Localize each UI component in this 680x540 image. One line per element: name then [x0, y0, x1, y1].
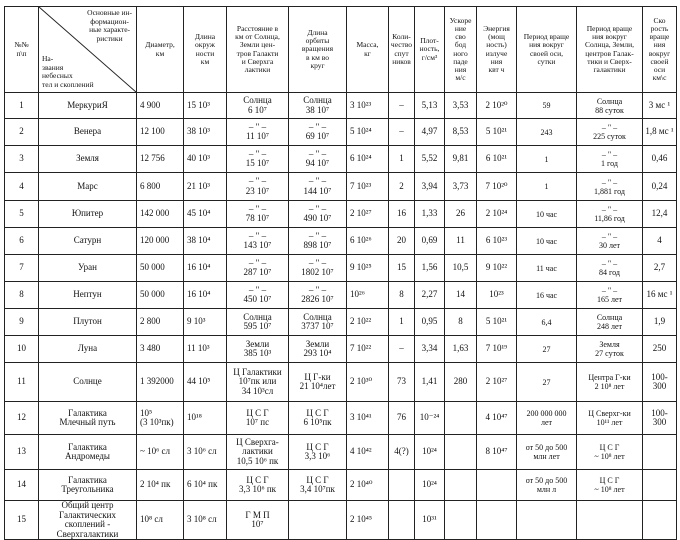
- cell-num: 13: [5, 435, 39, 470]
- cell-distance: – " – 143 10⁷: [227, 228, 289, 255]
- cell-rotation: 11 час: [517, 255, 577, 282]
- cell-satellites: 1: [389, 146, 415, 173]
- cell-orbit: – " – 2826 10⁷: [289, 282, 347, 309]
- cell-gravity: [445, 435, 477, 470]
- cell-density: 2,27: [415, 282, 445, 309]
- cell-name: Луна: [39, 336, 137, 363]
- cell-num: 3: [5, 146, 39, 173]
- cell-energy: 4 10⁴⁷: [477, 402, 517, 435]
- cell-name: Общий центр Галактических скоплений - Сверхгалактики: [39, 501, 137, 540]
- cell-speed: 0,46: [643, 146, 677, 173]
- cell-gravity: 280: [445, 363, 477, 402]
- cell-gravity: 11: [445, 228, 477, 255]
- cell-gravity: 8,53: [445, 119, 477, 146]
- cell-density: 3,94: [415, 173, 445, 201]
- cell-name: Плутон: [39, 309, 137, 336]
- cell-distance: – " – 450 10⁷: [227, 282, 289, 309]
- cell-gravity: 9,81: [445, 146, 477, 173]
- header-orbit: Длина орбиты вращения в км во круг: [289, 7, 347, 93]
- cell-gravity: 14: [445, 282, 477, 309]
- cell-num: 9: [5, 309, 39, 336]
- cell-energy: 2 10²⁴: [477, 201, 517, 228]
- cell-revolution: Солнца 248 лет: [577, 309, 643, 336]
- cell-name: Галактика Млечный путь: [39, 402, 137, 435]
- cell-circumference: 45 10⁴: [184, 201, 227, 228]
- cell-circumference: 11 10³: [184, 336, 227, 363]
- cell-speed: 1,8 мс ¹: [643, 119, 677, 146]
- header-num: №№ п\п: [5, 7, 39, 93]
- cell-num: 4: [5, 173, 39, 201]
- cell-gravity: [445, 402, 477, 435]
- cell-diameter: 50 000: [137, 255, 184, 282]
- header-row: [5, 7, 677, 93]
- cell-energy: 2 10²⁷: [477, 363, 517, 402]
- cell-circumference: 21 10³: [184, 173, 227, 201]
- cell-orbit: Ц С Г 6 10⁵пк: [289, 402, 347, 435]
- cell-circumference: 9 10³: [184, 309, 227, 336]
- header-circumference: Длина окруж ности км: [184, 7, 227, 93]
- cell-orbit: – " – 144 10⁷: [289, 173, 347, 201]
- header-diameter: Диаметр, км: [137, 7, 184, 93]
- cell-diameter: 142 000: [137, 201, 184, 228]
- cell-gravity: 1,63: [445, 336, 477, 363]
- cell-satellites: –: [389, 119, 415, 146]
- cell-density: 0,95: [415, 309, 445, 336]
- cell-circumference: 3 10⁸ сл: [184, 501, 227, 540]
- table-row: [5, 470, 677, 501]
- cell-distance: Солнца 595 10⁷: [227, 309, 289, 336]
- cell-speed: 12,4: [643, 201, 677, 228]
- cell-revolution: Земля 27 суток: [577, 336, 643, 363]
- header-body-names: На- звания небесных тел и скоплений: [42, 54, 94, 89]
- cell-speed: 4: [643, 228, 677, 255]
- cell-rotation: 27: [517, 363, 577, 402]
- cell-energy: 8 10⁴⁷: [477, 435, 517, 470]
- cell-energy: 6 10²¹: [477, 146, 517, 173]
- cell-revolution: – " – 30 лет: [577, 228, 643, 255]
- cell-speed: 1,9: [643, 309, 677, 336]
- cell-orbit: Ц С Г 3,4 10⁷пк: [289, 470, 347, 501]
- cell-density: 1,33: [415, 201, 445, 228]
- table-row: [5, 336, 677, 363]
- cell-mass: 5 10²⁴: [347, 119, 389, 146]
- cell-diameter: 4 900: [137, 93, 184, 119]
- cell-gravity: 10,5: [445, 255, 477, 282]
- cell-rotation: 1: [517, 146, 577, 173]
- cell-density: 3,34: [415, 336, 445, 363]
- cell-rotation: от 50 до 500 млн лет: [517, 435, 577, 470]
- celestial-bodies-table: [4, 6, 677, 540]
- cell-distance: Ц С Г 10⁷ пс: [227, 402, 289, 435]
- cell-num: 2: [5, 119, 39, 146]
- cell-distance: Солнца 6 10⁷: [227, 93, 289, 119]
- cell-energy: 7 10¹⁹: [477, 336, 517, 363]
- cell-name: Марс: [39, 173, 137, 201]
- cell-speed: 16 мс ¹: [643, 282, 677, 309]
- cell-energy: 7 10²⁰: [477, 173, 517, 201]
- cell-density: 10²⁴: [415, 470, 445, 501]
- cell-energy: 5 10²¹: [477, 309, 517, 336]
- cell-circumference: 40 10³: [184, 146, 227, 173]
- cell-rotation: 16 час: [517, 282, 577, 309]
- cell-distance: – " – 78 10⁷: [227, 201, 289, 228]
- cell-rotation: 59: [517, 93, 577, 119]
- cell-circumference: 38 10³: [184, 119, 227, 146]
- cell-density: 10⁻²⁴: [415, 402, 445, 435]
- cell-density: 10³¹: [415, 501, 445, 540]
- cell-gravity: 3,53: [445, 93, 477, 119]
- cell-num: 7: [5, 255, 39, 282]
- header-mass: Масса, кг: [347, 7, 389, 93]
- cell-energy: [477, 470, 517, 501]
- cell-orbit: – " – 1802 10⁷: [289, 255, 347, 282]
- table-row: [5, 363, 677, 402]
- table-row: [5, 402, 677, 435]
- cell-orbit: Ц С Г 3,3 10⁶: [289, 435, 347, 470]
- table-row: [5, 228, 677, 255]
- cell-distance: – " – 23 10⁷: [227, 173, 289, 201]
- cell-diameter: 12 100: [137, 119, 184, 146]
- cell-orbit: – " – 490 10⁷: [289, 201, 347, 228]
- cell-distance: – " – 11 10⁷: [227, 119, 289, 146]
- table-row: [5, 93, 677, 119]
- header-revolution: Период враще ния вокруг Солнца, Земли, центров Галак- тики и Сверх- галактики: [577, 7, 643, 93]
- cell-circumference: 3 10⁶ сл: [184, 435, 227, 470]
- cell-density: 10²⁴: [415, 435, 445, 470]
- cell-revolution: Центра Г-ки 2 10⁸ лет: [577, 363, 643, 402]
- cell-name: Галактика Треугольника: [39, 470, 137, 501]
- cell-mass: 7 10²²: [347, 336, 389, 363]
- header-characteristics: Основные ин- формацион- ные характе- ристики: [87, 8, 132, 43]
- cell-mass: 10²⁶: [347, 282, 389, 309]
- cell-revolution: Ц Сверхг-ки 10¹¹ лет: [577, 402, 643, 435]
- cell-mass: 6 10²⁶: [347, 228, 389, 255]
- header-gravity: Ускоре ние сво бод ного паде ния м/с: [445, 7, 477, 93]
- cell-distance: Г М П 10⁷: [227, 501, 289, 540]
- cell-diameter: 10⁸ сл: [137, 501, 184, 540]
- cell-orbit: – " – 69 10⁷: [289, 119, 347, 146]
- cell-num: 6: [5, 228, 39, 255]
- cell-orbit: – " – 898 10⁷: [289, 228, 347, 255]
- cell-revolution: Солнца 88 суток: [577, 93, 643, 119]
- cell-name: Венера: [39, 119, 137, 146]
- cell-orbit: Земли 293 10⁴: [289, 336, 347, 363]
- cell-num: 15: [5, 501, 39, 540]
- cell-satellites: 4(?): [389, 435, 415, 470]
- table-row: [5, 282, 677, 309]
- cell-mass: 2 10³⁰: [347, 363, 389, 402]
- header-satellites: Коли- чество спут ников: [389, 7, 415, 93]
- cell-satellites: –: [389, 336, 415, 363]
- cell-diameter: 50 000: [137, 282, 184, 309]
- cell-mass: 2 10²⁷: [347, 201, 389, 228]
- cell-mass: 2 10²²: [347, 309, 389, 336]
- cell-num: 14: [5, 470, 39, 501]
- cell-name: Земля: [39, 146, 137, 173]
- cell-num: 12: [5, 402, 39, 435]
- cell-speed: 0,24: [643, 173, 677, 201]
- cell-name: Юпитер: [39, 201, 137, 228]
- header-energy: Энергия (мощ ность) излуче ния квт ч: [477, 7, 517, 93]
- cell-gravity: 26: [445, 201, 477, 228]
- cell-mass: 7 10²³: [347, 173, 389, 201]
- cell-satellites: 73: [389, 363, 415, 402]
- cell-circumference: 10¹⁸: [184, 402, 227, 435]
- cell-num: 5: [5, 201, 39, 228]
- cell-circumference: 16 10⁴: [184, 282, 227, 309]
- cell-rotation: 27: [517, 336, 577, 363]
- cell-gravity: [445, 470, 477, 501]
- cell-speed: 250: [643, 336, 677, 363]
- cell-name: МеркуриЯ: [39, 93, 137, 119]
- cell-orbit: Солнца 3737 10⁷: [289, 309, 347, 336]
- table-row: [5, 255, 677, 282]
- cell-rotation: 1: [517, 173, 577, 201]
- cell-circumference: 16 10⁴: [184, 255, 227, 282]
- cell-name: Нептун: [39, 282, 137, 309]
- cell-mass: 2 10⁴⁵: [347, 501, 389, 540]
- cell-diameter: 10⁵ (3 10³пк): [137, 402, 184, 435]
- table-row: [5, 309, 677, 336]
- cell-circumference: 6 10⁴ пк: [184, 470, 227, 501]
- cell-num: 1: [5, 93, 39, 119]
- cell-num: 11: [5, 363, 39, 402]
- cell-circumference: 44 10⁵: [184, 363, 227, 402]
- cell-revolution: – " – 225 суток: [577, 119, 643, 146]
- cell-satellites: 16: [389, 201, 415, 228]
- cell-revolution: Ц С Г ~ 10⁸ лет: [577, 470, 643, 501]
- cell-orbit: Ц Г-ки 21 10⁴лет: [289, 363, 347, 402]
- cell-satellites: [389, 470, 415, 501]
- cell-density: 4,97: [415, 119, 445, 146]
- cell-speed: [643, 435, 677, 470]
- cell-diameter: 12 756: [137, 146, 184, 173]
- cell-satellites: 20: [389, 228, 415, 255]
- cell-density: 1,41: [415, 363, 445, 402]
- cell-orbit: Солнца 38 10⁷: [289, 93, 347, 119]
- cell-energy: 2 10²⁰: [477, 93, 517, 119]
- cell-num: 10: [5, 336, 39, 363]
- cell-density: 0,69: [415, 228, 445, 255]
- cell-rotation: 243: [517, 119, 577, 146]
- table-row: [5, 201, 677, 228]
- cell-diameter: 120 000: [137, 228, 184, 255]
- cell-diameter: 2 10⁴ пк: [137, 470, 184, 501]
- cell-distance: Ц Сверхга- лактики 10,5 10⁶ пк: [227, 435, 289, 470]
- cell-density: 1,56: [415, 255, 445, 282]
- header-diagonal-cell: [39, 7, 137, 93]
- table-row: [5, 146, 677, 173]
- cell-rotation: 10 час: [517, 228, 577, 255]
- cell-rotation: 200 000 000 лет: [517, 402, 577, 435]
- cell-rotation: от 50 до 500 млн л: [517, 470, 577, 501]
- cell-density: 5,52: [415, 146, 445, 173]
- cell-orbit: – " – 94 10⁷: [289, 146, 347, 173]
- cell-satellites: 8: [389, 282, 415, 309]
- cell-diameter: 1 392000: [137, 363, 184, 402]
- cell-speed: 2,7: [643, 255, 677, 282]
- cell-satellites: –: [389, 93, 415, 119]
- cell-distance: Ц Галактики 10⁷пк или 34 10³сл: [227, 363, 289, 402]
- cell-revolution: – " – 11,86 год: [577, 201, 643, 228]
- table-row: [5, 119, 677, 146]
- cell-circumference: 15 10³: [184, 93, 227, 119]
- cell-gravity: 3,73: [445, 173, 477, 201]
- cell-revolution: – " – 165 лет: [577, 282, 643, 309]
- cell-name: Галактика Андромеды: [39, 435, 137, 470]
- header-rotation: Период враще ния вокруг своей оси, сутки: [517, 7, 577, 93]
- header-distance: Расстояние в км от Солнца, Земли цен- тров Галакти и Сверхга лактики: [227, 7, 289, 93]
- cell-name: Солнце: [39, 363, 137, 402]
- cell-mass: 3 10²³: [347, 93, 389, 119]
- cell-revolution: – " – 84 год: [577, 255, 643, 282]
- cell-revolution: Ц С Г ~ 10⁸ лет: [577, 435, 643, 470]
- cell-mass: 2 10⁴⁰: [347, 470, 389, 501]
- cell-distance: – " – 15 10⁷: [227, 146, 289, 173]
- cell-energy: 5 10²¹: [477, 119, 517, 146]
- cell-rotation: 10 час: [517, 201, 577, 228]
- cell-diameter: ~ 10⁶ сл: [137, 435, 184, 470]
- table-row: [5, 173, 677, 201]
- cell-speed: [643, 470, 677, 501]
- cell-satellites: 76: [389, 402, 415, 435]
- header-speed: Ско рость враще ния вокруг своей оси км\с: [643, 7, 677, 93]
- cell-name: Сатурн: [39, 228, 137, 255]
- cell-mass: 3 10⁴¹: [347, 402, 389, 435]
- cell-revolution: – " – 1 год: [577, 146, 643, 173]
- table-body: [5, 93, 677, 540]
- cell-satellites: 15: [389, 255, 415, 282]
- cell-num: 8: [5, 282, 39, 309]
- cell-diameter: 6 800: [137, 173, 184, 201]
- cell-diameter: 2 800: [137, 309, 184, 336]
- header-density: Плот- ность, г/см³: [415, 7, 445, 93]
- cell-rotation: 6,4: [517, 309, 577, 336]
- cell-satellites: 1: [389, 309, 415, 336]
- cell-mass: 6 10²⁴: [347, 146, 389, 173]
- cell-revolution: – " – 1,881 год: [577, 173, 643, 201]
- cell-speed: 100- 300: [643, 402, 677, 435]
- cell-mass: 9 10²⁵: [347, 255, 389, 282]
- cell-speed: 3 мс ¹: [643, 93, 677, 119]
- cell-distance: – " – 287 10⁷: [227, 255, 289, 282]
- cell-mass: 4 10⁴²: [347, 435, 389, 470]
- cell-energy: 10²³: [477, 282, 517, 309]
- cell-circumference: 38 10⁴: [184, 228, 227, 255]
- cell-speed: 100- 300: [643, 363, 677, 402]
- cell-satellites: 2: [389, 173, 415, 201]
- table-row: [5, 435, 677, 470]
- cell-distance: Ц С Г 3,3 10⁶ пк: [227, 470, 289, 501]
- cell-density: 5,13: [415, 93, 445, 119]
- cell-diameter: 3 480: [137, 336, 184, 363]
- cell-gravity: 8: [445, 309, 477, 336]
- cell-name: Уран: [39, 255, 137, 282]
- cell-energy: 9 10²²: [477, 255, 517, 282]
- cell-distance: Земли 385 10³: [227, 336, 289, 363]
- cell-energy: 6 10²³: [477, 228, 517, 255]
